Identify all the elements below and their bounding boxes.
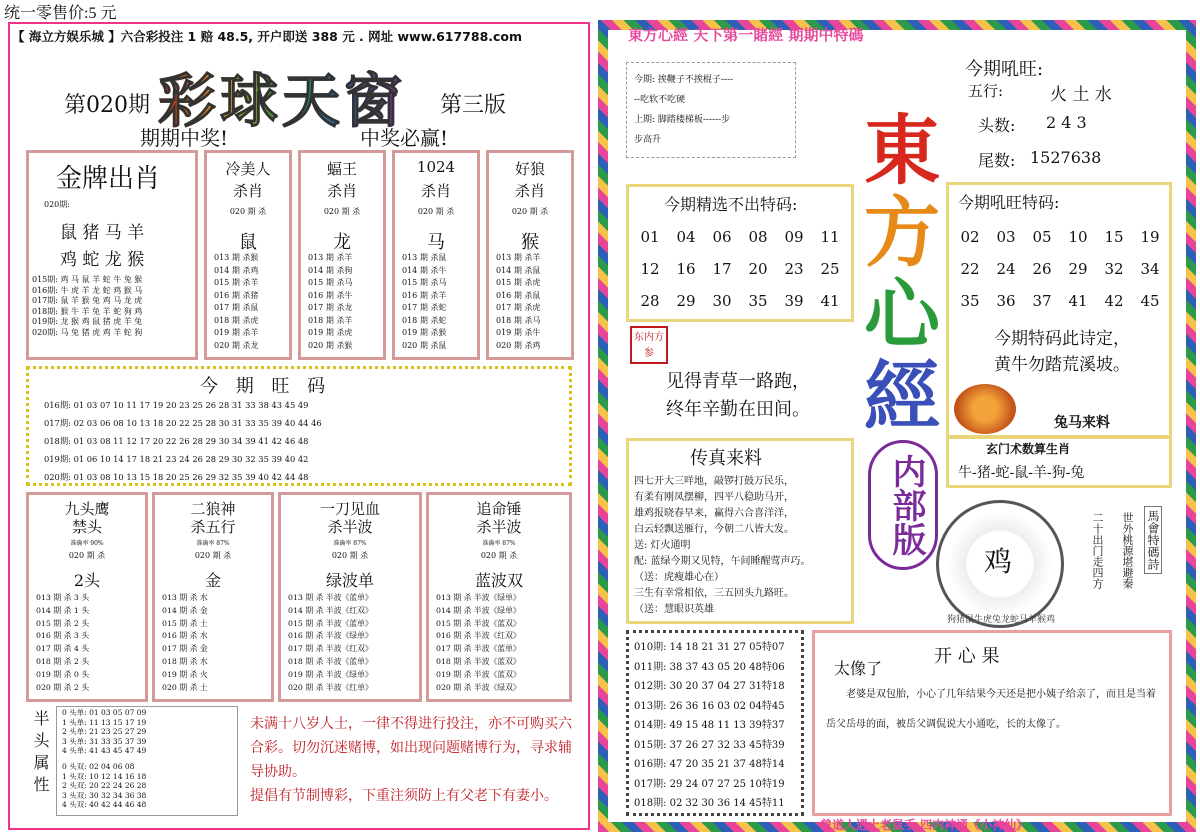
big-title: 東 方 心 經	[864, 106, 940, 441]
logo: 彩球天窗	[158, 54, 406, 138]
tiger-credit: 兔马来料	[1054, 415, 1110, 431]
xhw-tail-label: 尾数:	[978, 151, 1016, 170]
no-special-title: 今期精选不出特码:	[664, 195, 798, 214]
list-item: 020 期 杀 土	[162, 682, 208, 692]
list-item: 018 期 杀 2 头	[36, 657, 90, 666]
kill-column-pick: 马	[427, 232, 445, 253]
number-cell: 30	[712, 292, 732, 310]
fax-line: 白云轻飘送雁行，今朝二八皆大发。	[634, 524, 794, 535]
wheel-side2: 世外桃源堪避秦	[1121, 512, 1134, 589]
fax-line: 配: 蓝绿今期又见特，午间睡醒莺声巧。	[634, 556, 811, 567]
bottom-column-pick: 2头	[73, 571, 101, 590]
number-cell: 11	[820, 228, 840, 246]
number-cell: 22	[960, 260, 980, 278]
xhw-wuxing-label: 五行:	[968, 82, 1004, 100]
number-cell: 17	[712, 260, 732, 278]
bottom-column-issue: 020 期 杀	[194, 551, 232, 560]
list-item: 017 期 杀 半波《蓝单》	[436, 644, 521, 654]
kill-column-subtitle: 杀肖	[232, 182, 263, 200]
joke-text: 老婆是双包胎，小心了几年结果今天还是把小姨子给亲了，而且是当着岳父岳母的面，被岳父调侃说大小通吃，长的太像了。	[826, 689, 1156, 730]
table-row: 011期: 38 37 43 05 20 48特06	[634, 661, 785, 673]
number-cell: 29	[1068, 260, 1088, 278]
xuanmen-animals: 牛-猪-蛇-鼠-羊-狗-兔	[958, 465, 1085, 481]
bottom-column-title: 追命锤	[476, 500, 522, 518]
list-item: 016 期 杀 3 头	[36, 631, 90, 641]
list-item: 020 期 杀鸡	[496, 340, 541, 350]
wheel-stamp: 馬會特碼詩	[1144, 506, 1162, 574]
list-item: 014 期 杀 1 头	[36, 605, 90, 615]
kill-column-subtitle: 杀肖	[420, 182, 451, 200]
list-item: 018 期 杀蛇	[402, 315, 447, 325]
list-item: 017 期 杀 金	[162, 644, 208, 654]
bottom-column-pick: 金	[204, 571, 221, 590]
right-footer: 曾道人遇上老鼠手,四内神通《小神仙》	[820, 818, 1029, 832]
number-cell: 12	[640, 260, 660, 278]
list-item: 013 期 杀羊	[308, 253, 353, 262]
fax-line: 四七开大三咩地，敲锣打鼓万民乐，	[634, 476, 794, 487]
list-item: 018 期 杀虎	[214, 315, 259, 325]
xhw-wuxing-value: 火 土 水	[1050, 85, 1112, 105]
kill-column-issue: 020 期 杀	[323, 207, 361, 216]
number-cell: 08	[748, 228, 768, 246]
list-item: 013 期 杀 半波《绿单》	[436, 593, 521, 602]
kill-column-pick: 猴	[521, 232, 539, 253]
joke-title: 开 心 果	[934, 646, 1000, 667]
list-item: 015 期 杀马	[308, 278, 353, 287]
number-cell: 39	[784, 292, 804, 310]
table-row: 013期: 26 36 16 03 02 04特45	[634, 700, 785, 712]
list-item: 020 期 杀 半波《红单》	[288, 682, 373, 692]
list-item: 019 期 杀羊	[214, 328, 259, 337]
gold-title: 金牌出肖	[56, 164, 161, 194]
kill-column-subtitle: 杀肖	[514, 182, 545, 200]
list-item: 014 期 杀 半波《绿单》	[436, 605, 521, 615]
left-ad-bar: 【 海立方娱乐城 】六合彩投注 1 赔 48.5, 开户即送 388 元 . 网址 www.617788.com	[12, 29, 523, 44]
number-cell: 15	[1104, 228, 1124, 246]
list-item: 018 期 杀羊	[308, 315, 353, 325]
xhw-special-numbers	[952, 228, 1168, 310]
fax-line: （送：慧眼识英雄	[634, 604, 714, 615]
fax-lines	[634, 474, 854, 618]
number-cell: 09	[784, 228, 804, 246]
bottom-column-subtitle: 杀半波	[476, 518, 522, 536]
table-row: 016期: 01 03 07 10 11 17 19 20 23 25 26 28 31 33 38 43 45 49	[44, 400, 309, 410]
list-item: 018 期 杀马	[496, 315, 541, 325]
list-item: 019 期 杀 0 头	[36, 669, 90, 679]
list-item: 020 期 杀鼠	[402, 340, 447, 350]
bottom-column-rate: 准确率 87%	[333, 540, 367, 547]
gold-line2: 鸡 蛇 龙 猴	[60, 250, 145, 270]
list-item: 016 期 杀 半波《红双》	[436, 631, 521, 641]
list-item: 013 期 杀鼠	[402, 253, 447, 262]
table-row: 010期: 14 18 21 31 27 05特07	[634, 642, 785, 653]
list-item: 017 期 杀鼠	[214, 303, 259, 312]
seal: 东内方参	[630, 326, 668, 364]
number-cell: 24	[996, 260, 1016, 278]
table-row: 020期: 01 03 08 10 13 15 18 20 25 26 29 32 35 39 40 42 44 48	[44, 472, 309, 482]
no-special-numbers	[632, 228, 848, 310]
list-item: 013 期 杀猴	[214, 253, 259, 262]
list-item: 017 期 杀蛇	[402, 303, 447, 312]
list-item: 014 期 杀牛	[402, 265, 447, 275]
list-item: 015 期 杀羊	[214, 278, 259, 287]
xuanmen-title: 玄门术数算生肖	[986, 442, 1071, 456]
number-cell: 42	[1104, 292, 1124, 310]
poem2: 今期特码此诗定， 黄牛勿踏荒溪坡。	[994, 329, 1130, 375]
list-item: 017 期 杀虎	[496, 303, 541, 312]
bottom-column-title: 二狼神	[190, 500, 236, 518]
kill-column-issue: 020 期 杀	[417, 207, 455, 216]
table-row: 016期: 47 20 35 21 37 48特14	[634, 759, 785, 770]
bottom-column-rate: 准确率 90%	[70, 540, 104, 547]
number-cell: 41	[1068, 292, 1088, 310]
bottom-column-issue: 020 期 杀	[68, 551, 106, 560]
fax-line: 雄鸡报晓春早来，赢得六合喜洋洋，	[634, 508, 794, 519]
zodiac-wheel-center: 鸡	[984, 545, 1013, 578]
list-item: 015 期 杀 半波《蓝双》	[436, 618, 521, 628]
list-item: 013 期 杀 水	[162, 593, 208, 602]
list-item: 015 期 杀 半波《蓝单》	[288, 618, 373, 628]
list-item: 018 期 杀 水	[162, 657, 208, 666]
list-item: 013 期 杀 3 头	[36, 593, 90, 602]
wheel-side1: 二十出门走四方	[1091, 512, 1104, 589]
list-item: 016期: 牛 虎 羊 龙 蛇 鸡 猴 马	[32, 285, 143, 295]
table-row: 017期: 02 03 06 08 10 13 18 20 22 25 28 30 31 33 35 39 40 44 46	[44, 418, 322, 428]
table-row: 015期: 37 26 27 32 33 45特39	[634, 739, 785, 751]
kill-column-pick: 龙	[333, 232, 351, 253]
list-item: 019 期 杀 火	[162, 669, 208, 679]
number-cell: 45	[1140, 292, 1160, 310]
slogan-left: 期期中奖!	[140, 126, 229, 150]
xhw-tail-value: 1527638	[1030, 148, 1102, 167]
number-cell: 23	[784, 260, 804, 278]
wang-rows	[44, 396, 564, 486]
bottom-column-issue: 020 期 杀	[331, 551, 369, 560]
half-head-label: 半头属性	[31, 710, 50, 798]
kill-column-issue: 020 期 杀	[229, 207, 267, 216]
tiger-icon	[954, 384, 1016, 434]
half-head-double: 0 头双: 02 04 06 08 1 头双: 10 12 14 16 18 2 头双: 20 22 24 26 28 3 头双: 30 32 34 36 38 4 头双: 40 42 44 46 48	[62, 762, 147, 809]
xhw-title: 今期吼旺:	[965, 59, 1044, 80]
bottom-column-pick: 绿波单	[325, 571, 374, 590]
number-cell: 02	[960, 228, 980, 246]
fax-title: 传真来料	[690, 448, 762, 469]
issue-number: 第020期	[64, 93, 150, 118]
list-item: 019 期 杀牛	[496, 328, 541, 337]
list-item: 015 期 杀马	[402, 278, 447, 287]
list-item: 015 期 杀虎	[496, 278, 541, 287]
list-item: 016 期 杀牛	[308, 290, 353, 300]
list-item: 019 期 杀虎	[308, 328, 353, 337]
history-rows	[634, 638, 802, 814]
number-cell: 26	[1032, 260, 1052, 278]
bottom-column-pick: 蓝波双	[474, 571, 523, 590]
list-item: 017期: 鼠 羊 猴 兔 鸡 马 龙 虎	[32, 296, 143, 305]
number-cell: 36	[996, 292, 1016, 310]
table-row: 017期: 29 24 07 27 25 10特19	[634, 778, 785, 790]
list-item: 019 期 杀 半波《绿单》	[288, 669, 373, 679]
number-cell: 01	[640, 228, 660, 246]
list-item: 016 期 杀 半波《绿单》	[288, 631, 373, 641]
list-item: 016 期 杀鼠	[496, 290, 541, 300]
table-row: 012期: 30 20 37 04 27 31特18	[634, 681, 785, 692]
kill-column-title: 好狼	[514, 160, 545, 178]
list-item: 016 期 杀猪	[214, 290, 259, 300]
number-cell: 04	[676, 228, 696, 246]
page-price: 统一零售价:5 元	[4, 5, 117, 22]
list-item: 013 期 杀羊	[496, 253, 541, 262]
xhw-special-title: 今期吼旺特码:	[958, 193, 1060, 212]
gold-issue: 020期:	[44, 200, 70, 209]
kill-column-title: 冷美人	[225, 160, 271, 178]
list-item: 018 期 杀 半波《蓝单》	[288, 657, 373, 666]
number-cell: 25	[820, 260, 840, 278]
gold-history	[32, 275, 196, 338]
number-cell: 29	[676, 292, 696, 310]
list-item: 014 期 杀鸡	[214, 265, 259, 275]
fax-line: 有柔有刚凤摆柳，四平八稳助马开，	[634, 492, 794, 503]
list-item: 020 期 杀猴	[308, 340, 353, 350]
half-head-single: 0 头单: 01 03 05 07 09 1 头单: 11 13 15 17 19 2 头单: 21 23 25 27 29 3 头单: 31 33 35 37 39 4 头单: 41 43 45 47 49	[62, 708, 147, 755]
slogan-right: 中奖必赢!	[360, 126, 449, 150]
list-item: 016 期 杀羊	[402, 290, 447, 300]
xhw-head-label: 头数:	[978, 116, 1016, 135]
list-item: 019 期 杀猴	[402, 328, 447, 337]
list-item: 019 期 杀 半波《蓝双》	[436, 669, 521, 679]
number-cell: 35	[748, 292, 768, 310]
number-cell: 41	[820, 292, 840, 310]
number-cell: 20	[748, 260, 768, 278]
kill-column-title: 1024	[416, 158, 456, 176]
table-row: 014期: 49 15 48 11 13 39特37	[634, 720, 785, 731]
right-banner: 東方心經 天下第一賭經 期期中特碼	[628, 26, 864, 44]
joke-subtitle: 太像了	[834, 659, 883, 678]
list-item: 014 期 杀 金	[162, 605, 208, 615]
kill-column-title: 蝠王	[326, 160, 357, 178]
number-cell: 05	[1032, 228, 1052, 246]
list-item: 017 期 杀 半波《红双》	[288, 644, 373, 654]
number-cell: 06	[712, 228, 732, 246]
number-cell: 35	[960, 292, 980, 310]
edition-label: 第三版	[440, 93, 507, 118]
xhw-head-value: 2 4 3	[1046, 113, 1087, 132]
fax-line: 送: 灯火通明	[634, 540, 691, 551]
kill-column-issue: 020 期 杀	[511, 207, 549, 216]
bottom-column-title: 一刀见血	[319, 500, 380, 518]
neibu-label: 内部版	[868, 440, 938, 570]
list-item: 018 期 杀 半波《蓝双》	[436, 657, 521, 666]
list-item: 014 期 杀鼠	[496, 265, 541, 275]
list-item: 018期: 猴 牛 羊 兔 羊 蛇 狗 鸡	[32, 306, 143, 316]
list-item: 017 期 杀 4 头	[36, 644, 90, 654]
list-item: 016 期 杀 水	[162, 631, 208, 641]
bottom-column-subtitle: 杀五行	[190, 518, 236, 536]
table-row: 018期: 01 03 08 11 12 17 20 22 26 28 29 30 34 39 41 42 46 48	[44, 436, 309, 446]
wang-title: 今 期 旺 码	[200, 376, 332, 397]
list-item: 015期: 鸡 马 鼠 羊 蛇 牛 兔 猴	[32, 275, 143, 284]
bottom-column-subtitle: 杀半波	[327, 518, 373, 536]
list-item: 019期: 龙 猴 鸡 鼠 猪 虎 羊 兔	[32, 317, 143, 326]
list-item: 020 期 杀龙	[214, 340, 259, 350]
responsible-gambling-notice: 未满十八岁人士，一律不得进行投注，亦不可购买六合彩。切勿沉迷赌博，如出现问题赌博行为，寻求辅导协助。 提倡有节制博彩，下重注须防上有父老下有妻小。	[250, 716, 572, 804]
number-cell: 37	[1032, 292, 1052, 310]
kill-column-subtitle: 杀肖	[326, 182, 357, 200]
grass-poem: 见得青草一路跑， 终年辛勤在田间。	[666, 371, 810, 420]
list-item: 014 期 杀 半波《红双》	[288, 605, 373, 615]
bottom-column-issue: 020 期 杀	[480, 551, 518, 560]
zodiac-wheel-ring: 狗猪鼠牛虎兔龙蛇马羊猴鸡	[946, 615, 1055, 625]
number-cell: 34	[1140, 260, 1160, 278]
bottom-column-rate: 准确率 87%	[196, 540, 230, 547]
bottom-column-rate: 准确率 87%	[482, 540, 516, 547]
table-row: 019期: 01 06 10 14 17 18 21 23 24 26 28 29 30 32 35 39 40 42	[44, 454, 309, 464]
kill-column-pick: 鼠	[239, 232, 257, 253]
table-row: 018期: 02 32 30 36 14 45特11	[634, 798, 785, 809]
list-item: 020 期 杀 2 头	[36, 682, 90, 692]
number-cell: 28	[640, 292, 660, 310]
list-item: 015 期 杀 2 头	[36, 618, 90, 628]
list-item: 013 期 杀 半波《蓝单》	[288, 593, 373, 602]
number-cell: 03	[996, 228, 1016, 246]
list-item: 015 期 杀 土	[162, 618, 208, 628]
fax-line: 三生有幸常相依，三五回头九路旺。	[634, 588, 794, 599]
number-cell: 32	[1104, 260, 1124, 278]
gold-line1: 鼠 猪 马 羊	[60, 223, 145, 243]
number-cell: 19	[1140, 228, 1160, 246]
list-item: 017 期 杀龙	[308, 303, 353, 312]
fax-line: （送：虎瘦雄心在）	[634, 572, 724, 583]
bottom-column-subtitle: 禁头	[71, 518, 102, 536]
list-item: 020期: 马 兔 猪 虎 鸡 羊 蛇 狗	[32, 327, 143, 337]
bottom-column-title: 九头鹰	[64, 500, 110, 518]
list-item: 014 期 杀狗	[308, 265, 353, 275]
number-cell: 10	[1068, 228, 1088, 246]
poem-lines: 今期: 挨鞭子不挨棍子---- --吃软不吃硬 上期: 脚踏楼梯板------步 步高升	[634, 75, 734, 145]
list-item: 020 期 杀 半波《绿双》	[436, 682, 521, 692]
number-cell: 16	[676, 260, 696, 278]
